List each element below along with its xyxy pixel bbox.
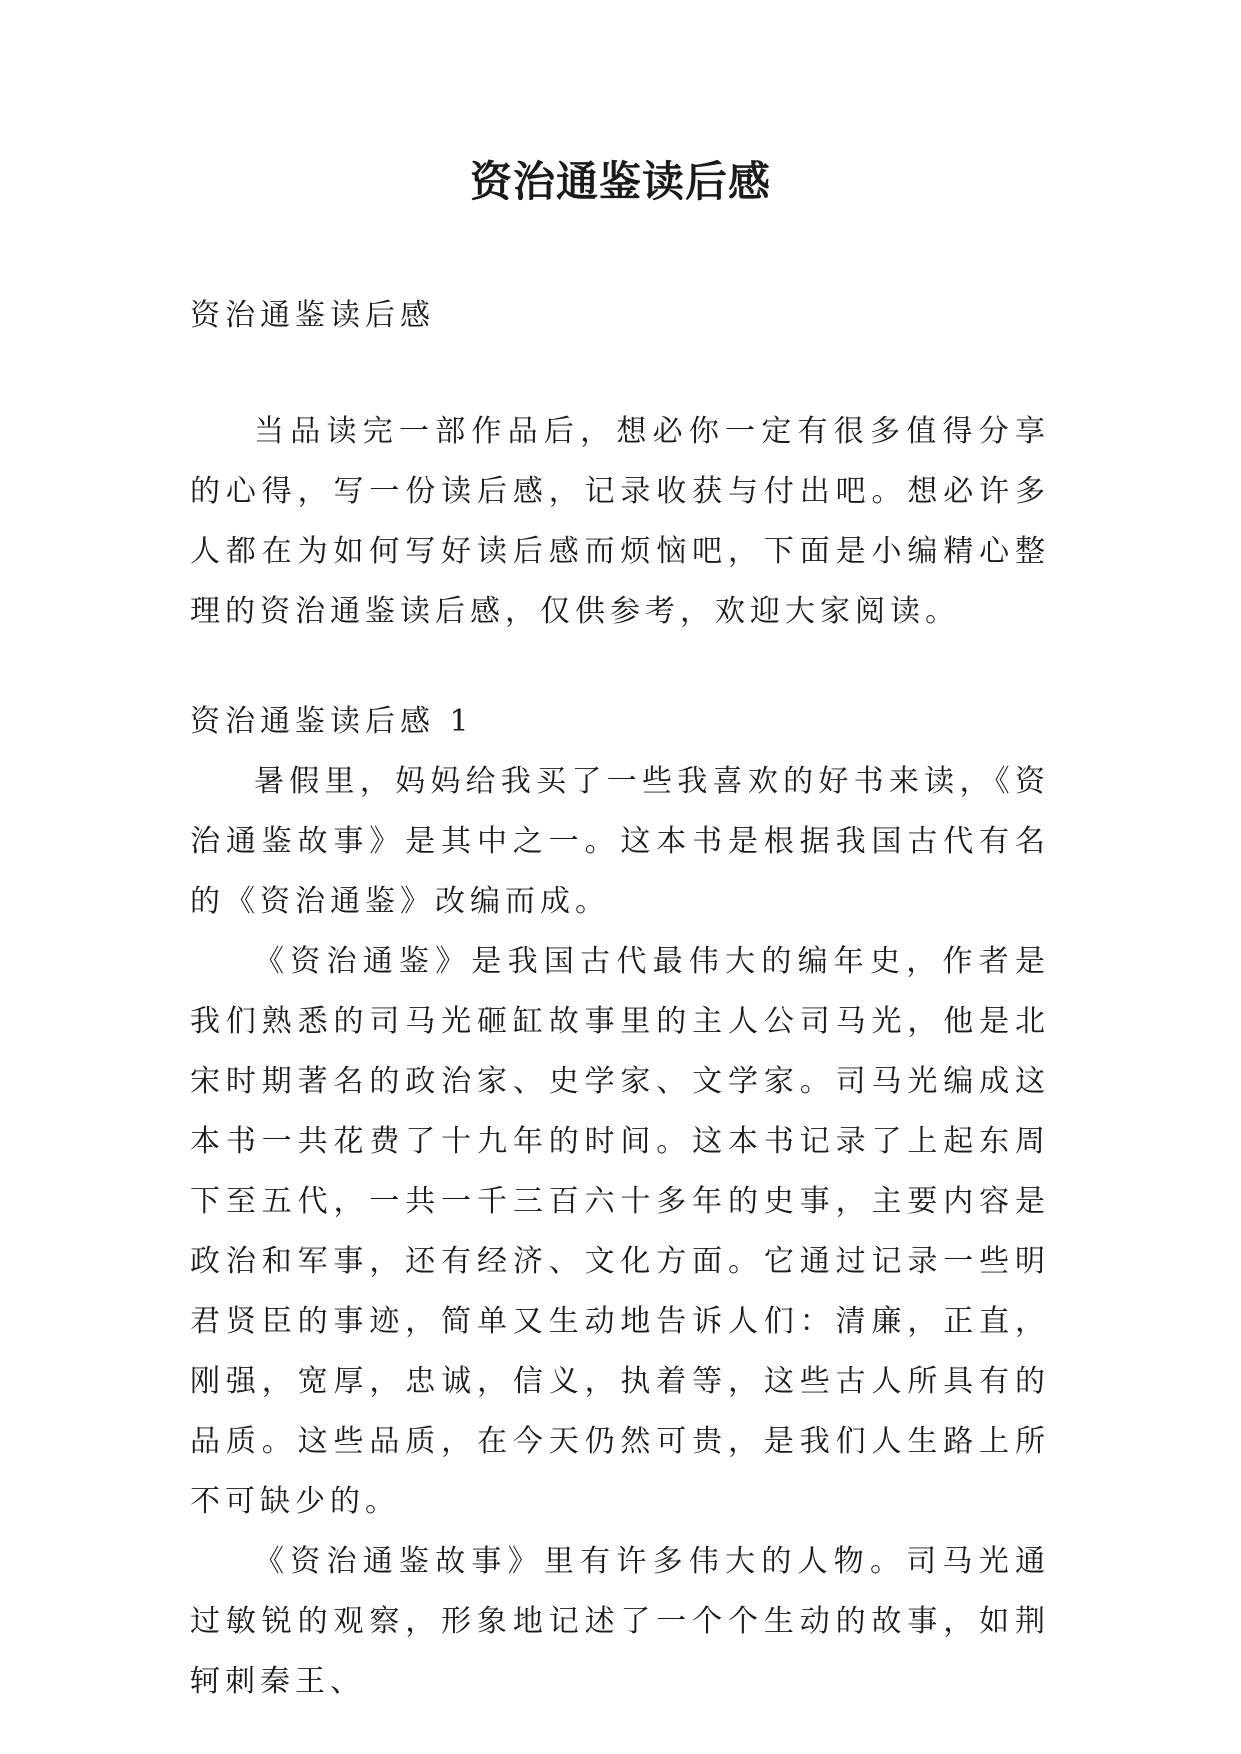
intro-paragraph: 当品读完一部作品后，想必你一定有很多值得分享的心得，写一份读后感，记录收获与付出吧。想必许多人都在为如何写好读后感而烦恼吧，下面是小编精心整理的资治通鉴读后感，仅供参考，欢迎大家阅读。: [190, 414, 1050, 629]
body-paragraph: 《资治通鉴》是我国古代最伟大的编年史，作者是我们熟悉的司马光砸缸故事里的主人公司马光，他是北宋时期著名的政治家、史学家、文学家。司马光编成这本书一共花费了十九年的时间。这本书记录了上起东周下至五代，一共一千三百六十多年的史事，主要内容是政治和军事，还有经济、文化方面。它通过记录一些明君贤臣的事迹，简单又生动地告诉人们：清廉，正直，刚强，宽厚，忠诚，信义，执着等，这些古人所具有的品质。这些品质，在今天仍然可贵，是我们人生路上所不可缺少的。: [190, 944, 1050, 1519]
body-paragraph: 《资治通鉴故事》里有许多伟大的人物。司马光通过敏锐的观察，形象地记述了一个个生动的故事，如荆轲刺秦王、: [190, 1544, 1050, 1699]
subtitle: 资治通鉴读后感: [190, 298, 435, 333]
section-heading: 资治通鉴读后感 1: [190, 704, 474, 739]
body-paragraph: 暑假里，妈妈给我买了一些我喜欢的好书来读，《资治通鉴故事》是其中之一。这本书是根据我国古代有名的《资治通鉴》改编而成。: [190, 764, 1050, 919]
article-section: [190, 692, 1050, 1712]
document-title: 资治通鉴读后感: [469, 157, 771, 206]
